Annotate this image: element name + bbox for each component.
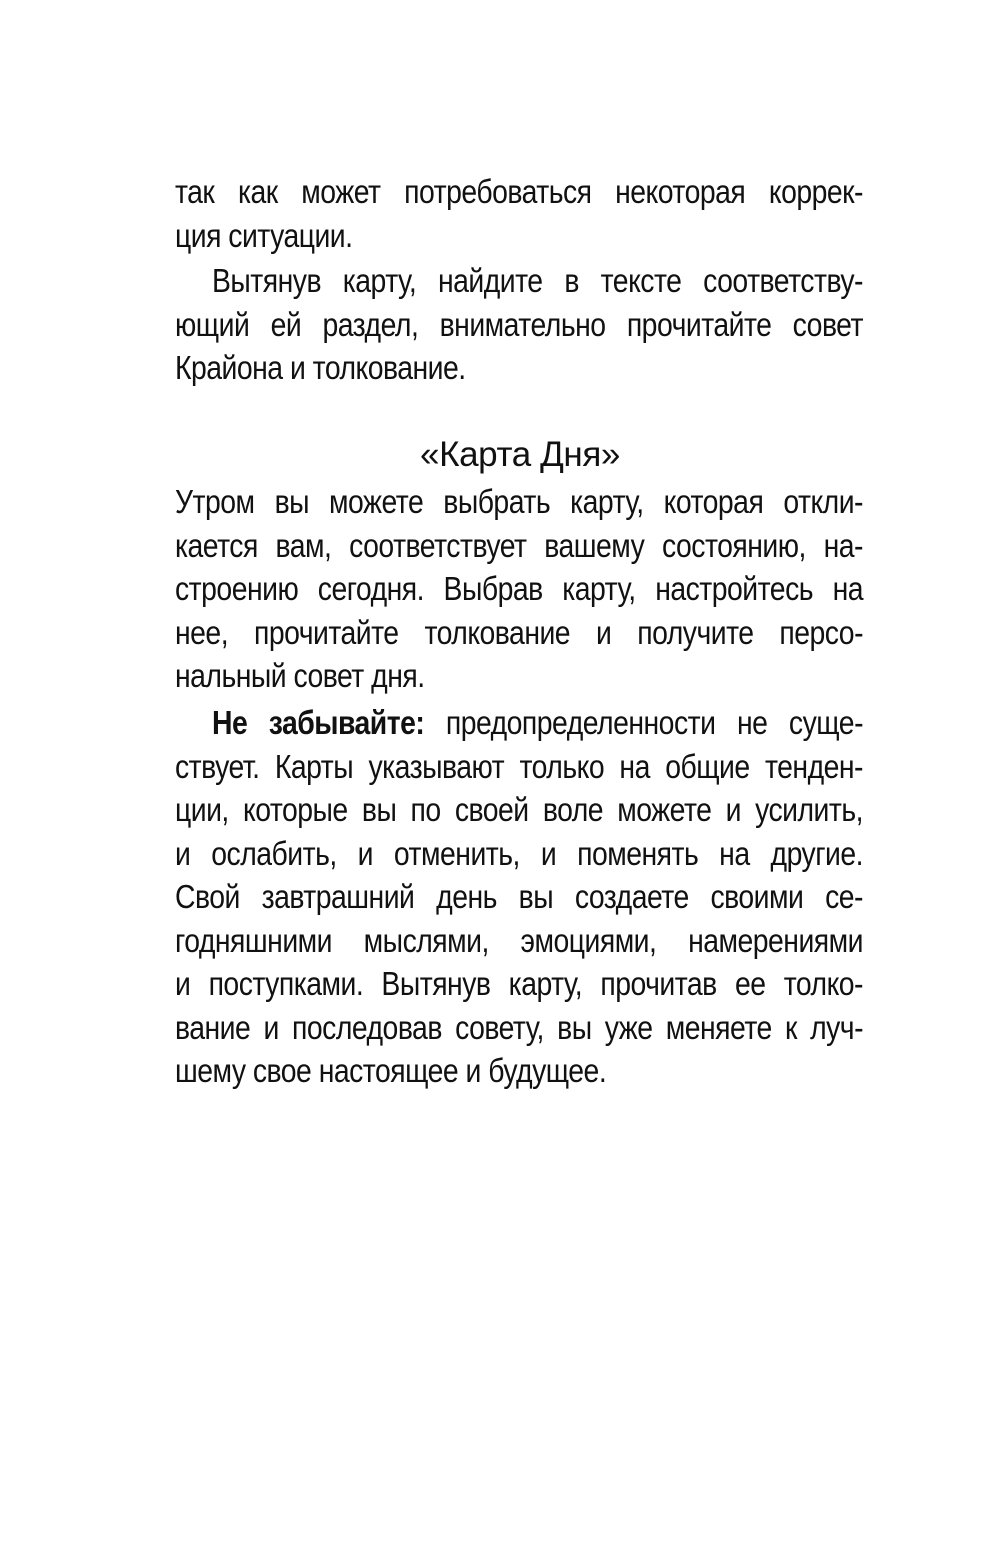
text-line (175, 701, 863, 745)
text-line: годняшними мыслями, эмоциями, намерениями (175, 921, 863, 959)
card-of-day-paragraph (175, 480, 863, 698)
text-line: и поступками. Вытянув карту, прочитав ее толко- (175, 965, 863, 1002)
text-line: ции, которые вы по своей воле можете и усилить, (175, 791, 863, 828)
instruction-paragraph (175, 259, 863, 390)
text-line: нее, прочитайте толкование и получите персо- (175, 613, 863, 651)
text-line: нальный совет дня. (175, 657, 425, 694)
text-line: и ослабить, и отменить, и поменять на другие. (175, 834, 863, 872)
text-line: кается вам, соответствует вашему состоянию, на- (175, 526, 863, 564)
reminder-label: Не забывайте: (211, 704, 425, 741)
text-line: ствует. Карты указывают только на общие тенден- (175, 747, 863, 785)
text-line: так как может потребоваться некоторая коррек- (175, 173, 863, 210)
section-title: «Карта Дня» (420, 435, 620, 474)
reminder-paragraph (175, 701, 863, 1093)
text-line: Утром вы можете выбрать карту, которая откли- (175, 483, 863, 520)
text-line: шему свое настоящее и будущее. (175, 1052, 607, 1089)
intro-paragraph (175, 170, 863, 257)
text-line: ющий ей раздел, внимательно прочитайте совет (175, 305, 863, 343)
text-line: ция ситуации. (175, 216, 353, 254)
text-line: строению сегодня. Выбрав карту, настройтесь на (175, 570, 863, 607)
text-line: вание и последовав совету, вы уже меняете к луч- (175, 1008, 863, 1046)
text-line: Свой завтрашний день вы создаете своими се- (175, 878, 863, 915)
reminder-first-line: предопределенности не суще- (424, 704, 863, 741)
text-line: Крайона и толкование. (175, 349, 466, 386)
text-line: Вытянув карту, найдите в тексте соответству- (211, 262, 864, 299)
